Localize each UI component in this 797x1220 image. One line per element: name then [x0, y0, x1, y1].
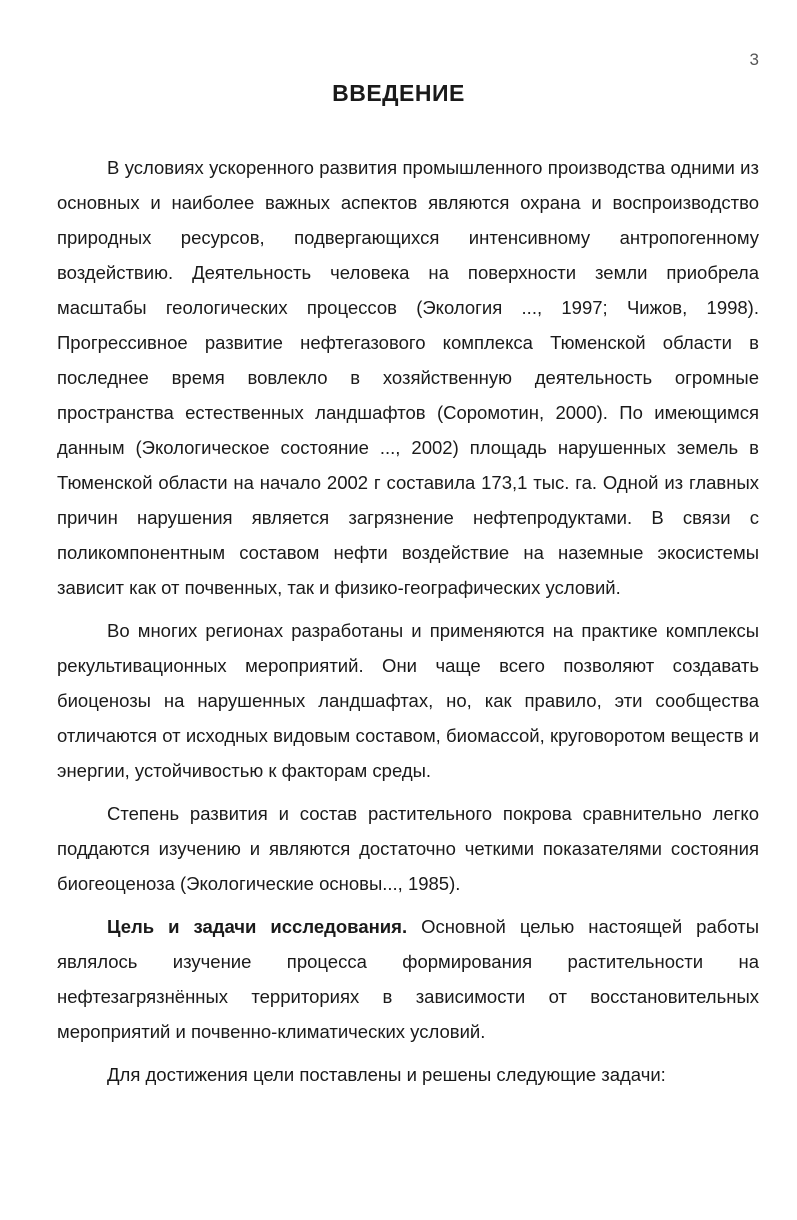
paragraph-intro: В условиях ускоренного развития промышленного производства одними из основных и наиболее важных аспектов являются охрана и воспроизводство природных ресурсов, подвергающихся интенсивному антропогенному воздействию. Деятельность человека на поверхности земли приобрела масштабы геологических процессов (Экология ..., 1997; Чижов, 1998). Прогрессивное развитие нефтегазового комплекса Тюменской области в последнее время вовлекло в хозяйственную деятельность огромные пространства естественных ландшафтов (Соромотин, 2000). По имеющимся данным (Экологическое состояние ..., 2002) площадь нарушенных земель в Тюменской области на начало 2002 г составила 173,1 тыс. га. Одной из главных причин нарушения является загрязнение нефтепродуктами. В связи с поликомпонентным составом нефти воздействие на наземные экосистемы зависит как от почвенных, так и физико-географических условий.: [57, 157, 759, 598]
paragraph-goals: [57, 909, 759, 1049]
paragraph-tasks: Для достижения цели поставлены и решены следующие задачи:: [107, 1064, 666, 1085]
goals-heading: Цель и задачи исследования.: [107, 916, 408, 937]
paragraph-vegetation: Степень развития и состав растительного покрова сравнительно легко поддаются изучению и являются достаточно четкими показателями состояния биогеоценоза (Экологические основы..., 1985).: [57, 803, 759, 894]
page-number: 3: [749, 50, 759, 69]
page-title: ВВЕДЕНИЕ: [332, 80, 465, 106]
body-text: [57, 150, 759, 1100]
paragraph-reclamation: Во многих регионах разработаны и применяются на практике комплексы рекультивационных мероприятий. Они чаще всего позволяют создавать биоценозы на нарушенных ландшафтах, но, как правило, эти сообщества отличаются от исходных видовым составом, биомассой, круговоротом веществ и энергии, устойчивостью к факторам среды.: [57, 620, 759, 781]
goals-text: Основной целью настоящей работы являлось изучение процесса формирования растительности на нефтезагрязнённых территориях в зависимости от восстановительных мероприятий и почвенно-климатических условий.: [57, 916, 759, 1042]
